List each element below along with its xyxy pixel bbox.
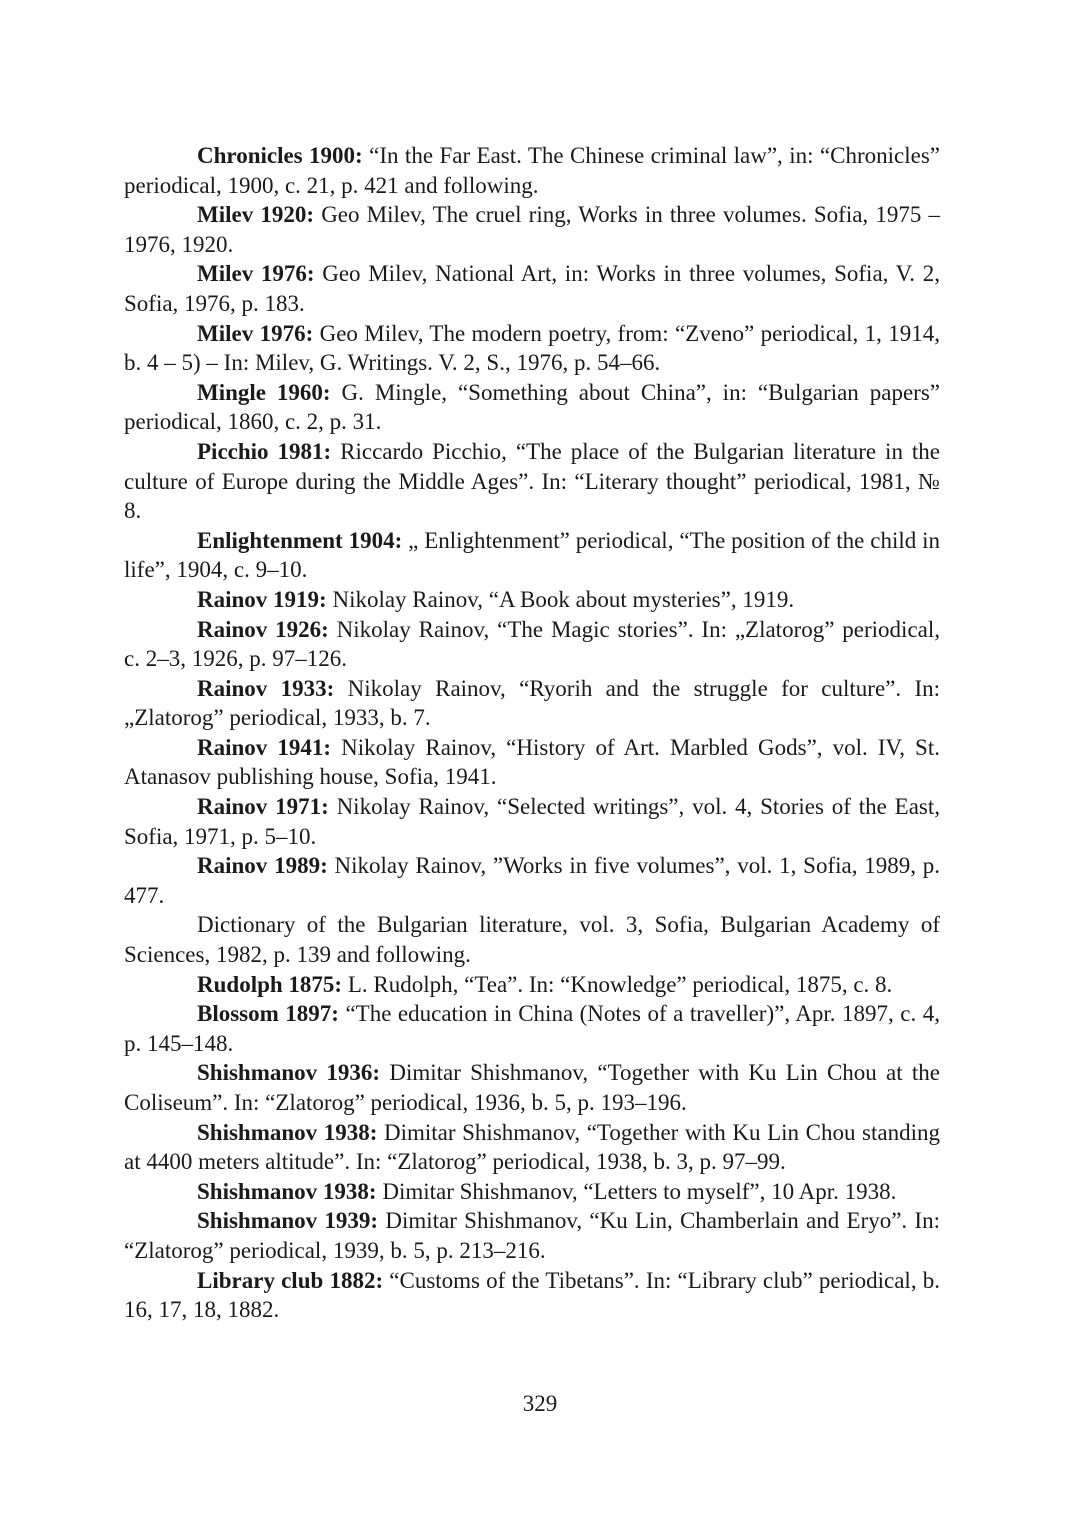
entry-text: Nikolay Rainov, ”Works in five volumes”, vol. 1, Sofia, 1989, p. 477. <box>124 853 940 908</box>
bibliography-entry <box>124 526 940 585</box>
entry-text: L. Rudolph, “Tea”. In: “Knowledge” periodical, 1875, c. 8. <box>342 971 893 997</box>
entry-key: Rudolph 1875: <box>197 971 343 997</box>
entry-text: Dimitar Shishmanov, “Together with Ku Lin Chou standing at 4400 meters altitude”. In: “Zlatorog” periodical, 1938, b. 3, p. 97–99. <box>124 1119 940 1175</box>
entry-key: Rainov 1941: <box>197 734 332 760</box>
entry-key: Shishmanov 1938: <box>197 1178 377 1204</box>
entry-text: Dimitar Shishmanov, “Letters to myself”, 10 Apr. 1938. <box>376 1178 897 1204</box>
entry-text: Dimitar Shishmanov, “Together with Ku Lin Chou at the Coliseum”. In: “Zlatorog” periodical, 1936, b. 5, p. 193–196. <box>124 1060 941 1115</box>
bibliography-entry <box>124 141 940 200</box>
entry-text: „ Enlightenment” periodical, “The position of the child in life”, 1904, c. 9–10. <box>124 527 940 583</box>
entry-text: Nikolay Rainov, “Selected writings”, vol. 4, Stories of the East, Sofia, 1971, p. 5–10. <box>124 794 940 849</box>
entry-text: G. Mingle, “Something about China”, in: “Bulgarian papers” periodical, 1860, c. 2, p. 31. <box>124 379 940 435</box>
entry-text: Dimitar Shishmanov, “Ku Lin, Chamberlain and Eryo”. In: “Zlatorog” periodical, 1939, b. 5, p. 213–216. <box>124 1208 940 1263</box>
bibliography-entry <box>124 1206 940 1265</box>
page-number: 329 <box>522 1391 558 1416</box>
bibliography-entry <box>124 910 940 969</box>
entry-key: Shishmanov 1939: <box>197 1208 379 1234</box>
bibliography-entry <box>124 378 940 437</box>
bibliography-entry <box>124 615 940 674</box>
entry-key: Enlightenment 1904: <box>197 527 403 553</box>
bibliography-entry <box>124 437 940 526</box>
entry-key: Library club 1882: <box>197 1267 384 1293</box>
entry-text: Geo Milev, National Art, in: Works in three volumes, Sofia, V. 2, Sofia, 1976, p. 183. <box>124 261 940 316</box>
bibliography-entry <box>124 1177 940 1207</box>
bibliography-entry <box>124 1118 940 1177</box>
bibliography-entry <box>124 970 940 1000</box>
entry-text: Nikolay Rainov, “A Book about mysteries”, 1919. <box>326 586 795 612</box>
entry-text: Nikolay Rainov, “The Magic stories”. In: „Zlatorog” periodical, c. 2–3, 1926, p. 97–126. <box>124 616 940 672</box>
entry-key: Milev 1976: <box>197 261 315 287</box>
entry-text: Dictionary of the Bulgarian literature, vol. 3, Sofia, Bulgarian Academy of Sciences, 1982, p. 139 and following. <box>124 912 940 968</box>
entry-key: Rainov 1919: <box>197 586 327 612</box>
bibliography-entry <box>124 319 940 378</box>
bibliography-entry <box>124 1266 940 1325</box>
entry-key: Shishmanov 1936: <box>197 1060 381 1086</box>
entry-key: Rainov 1933: <box>197 675 335 701</box>
bibliography-list <box>124 141 940 1325</box>
entry-key: Rainov 1989: <box>197 853 328 879</box>
entry-key: Picchio 1981: <box>197 438 332 464</box>
bibliography-entry <box>124 585 940 615</box>
entry-key: Rainov 1926: <box>197 616 329 642</box>
bibliography-entry <box>124 259 940 318</box>
entry-text: “Customs of the Tibetans”. In: “Library club” periodical, b. 16, 17, 18, 1882. <box>124 1267 940 1323</box>
entry-key: Blossom 1897: <box>197 1001 339 1027</box>
entry-key: Chronicles 1900: <box>197 143 363 168</box>
entry-key: Rainov 1971: <box>197 794 329 820</box>
bibliography-entry <box>124 999 940 1058</box>
entry-text: Nikolay Rainov, “Ryorih and the struggle for culture”. In: „Zlatorog” periodical, 1933, b. 7. <box>124 675 941 731</box>
entry-key: Shishmanov 1938: <box>197 1119 378 1145</box>
entry-text: “The education in China (Notes of a traveller)”, Apr. 1897, c. 4, p. 145–148. <box>124 1001 940 1056</box>
entry-text: “In the Far East. The Chinese criminal law”, in: “Chronicles” periodical, 1900, c. 21, p. 421 and following. <box>124 143 940 198</box>
entry-key: Mingle 1960: <box>197 379 331 405</box>
bibliography-entry <box>124 733 940 792</box>
entry-text: Nikolay Rainov, “History of Art. Marbled Gods”, vol. IV, St. Atanasov publishing house, Sofia, 1941. <box>124 734 940 790</box>
entry-text: Riccardo Picchio, “The place of the Bulgarian literature in the culture of Europe during the Middle Ages”. In: “Literary thought” periodical, 1981, № 8. <box>124 438 941 524</box>
entry-key: Milev 1976: <box>197 320 314 346</box>
entry-text: Geo Milev, The modern poetry, from: “Zveno” periodical, 1, 1914, b. 4 – 5) – In: Milev, G. Writings. V. 2, S., 1976, p. 54–66. <box>124 320 941 376</box>
bibliography-entry <box>124 200 940 259</box>
bibliography-entry <box>124 1058 940 1117</box>
entry-text: Geo Milev, The cruel ring, Works in three volumes. Sofia, 1975 – 1976, 1920. <box>124 202 941 257</box>
bibliography-entry <box>124 792 940 851</box>
bibliography-entry <box>124 674 940 733</box>
bibliography-entry <box>124 851 940 910</box>
entry-key: Milev 1920: <box>197 202 315 228</box>
